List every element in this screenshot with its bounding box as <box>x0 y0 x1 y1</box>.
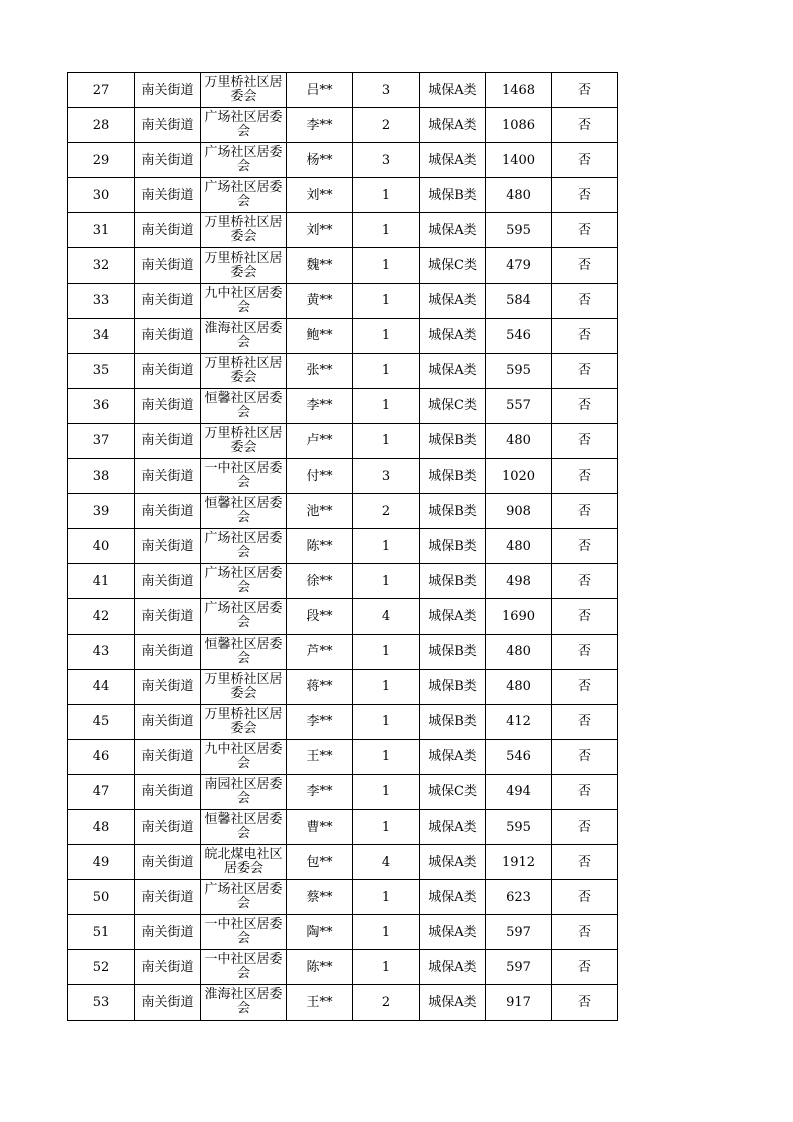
cell-street: 南关街道 <box>135 283 201 318</box>
cell-community: 广场社区居委会 <box>201 178 287 213</box>
table-row <box>68 248 618 283</box>
cell-amount: 498 <box>486 564 552 599</box>
cell-flag: 否 <box>552 423 618 458</box>
cell-insurance-type: 城保B类 <box>420 178 486 213</box>
cell-name: 芦** <box>287 634 353 669</box>
cell-community: 广场社区居委会 <box>201 599 287 634</box>
table-row <box>68 809 618 844</box>
cell-serial-number: 44 <box>68 669 135 704</box>
table-row <box>68 774 618 809</box>
cell-serial-number: 36 <box>68 388 135 423</box>
cell-name: 刘** <box>287 213 353 248</box>
cell-amount: 479 <box>486 248 552 283</box>
cell-insurance-type: 城保A类 <box>420 599 486 634</box>
cell-community: 皖北煤电社区居委会 <box>201 845 287 880</box>
cell-community: 恒馨社区居委会 <box>201 494 287 529</box>
cell-serial-number: 33 <box>68 283 135 318</box>
cell-street: 南关街道 <box>135 739 201 774</box>
cell-insurance-type: 城保A类 <box>420 283 486 318</box>
table-row <box>68 318 618 353</box>
cell-community: 万里桥社区居委会 <box>201 248 287 283</box>
cell-serial-number: 50 <box>68 880 135 915</box>
cell-community: 九中社区居委会 <box>201 283 287 318</box>
cell-name: 付** <box>287 459 353 494</box>
cell-flag: 否 <box>552 950 618 985</box>
table-row <box>68 704 618 739</box>
cell-flag: 否 <box>552 634 618 669</box>
cell-street: 南关街道 <box>135 704 201 739</box>
cell-serial-number: 53 <box>68 985 135 1020</box>
cell-insurance-type: 城保B类 <box>420 669 486 704</box>
cell-street: 南关街道 <box>135 318 201 353</box>
cell-amount: 412 <box>486 704 552 739</box>
cell-street: 南关街道 <box>135 178 201 213</box>
cell-household-size: 1 <box>353 950 420 985</box>
cell-insurance-type: 城保A类 <box>420 353 486 388</box>
cell-amount: 480 <box>486 178 552 213</box>
cell-household-size: 3 <box>353 73 420 108</box>
cell-name: 魏** <box>287 248 353 283</box>
cell-amount: 597 <box>486 915 552 950</box>
cell-name: 蒋** <box>287 669 353 704</box>
table-row <box>68 880 618 915</box>
cell-insurance-type: 城保A类 <box>420 739 486 774</box>
table-row <box>68 459 618 494</box>
cell-name: 包** <box>287 845 353 880</box>
cell-community: 淮海社区居委会 <box>201 985 287 1020</box>
table-row <box>68 564 618 599</box>
cell-household-size: 1 <box>353 880 420 915</box>
cell-name: 曹** <box>287 809 353 844</box>
cell-community: 广场社区居委会 <box>201 564 287 599</box>
cell-name: 王** <box>287 739 353 774</box>
cell-street: 南关街道 <box>135 774 201 809</box>
cell-insurance-type: 城保A类 <box>420 915 486 950</box>
cell-insurance-type: 城保A类 <box>420 108 486 143</box>
cell-community: 一中社区居委会 <box>201 950 287 985</box>
cell-flag: 否 <box>552 739 618 774</box>
cell-serial-number: 38 <box>68 459 135 494</box>
cell-street: 南关街道 <box>135 494 201 529</box>
cell-insurance-type: 城保B类 <box>420 529 486 564</box>
cell-serial-number: 51 <box>68 915 135 950</box>
cell-serial-number: 48 <box>68 809 135 844</box>
cell-insurance-type: 城保A类 <box>420 985 486 1020</box>
cell-street: 南关街道 <box>135 388 201 423</box>
cell-serial-number: 49 <box>68 845 135 880</box>
cell-flag: 否 <box>552 318 618 353</box>
cell-community: 南园社区居委会 <box>201 774 287 809</box>
cell-insurance-type: 城保A类 <box>420 73 486 108</box>
cell-household-size: 4 <box>353 599 420 634</box>
cell-insurance-type: 城保B类 <box>420 459 486 494</box>
cell-name: 池** <box>287 494 353 529</box>
cell-community: 广场社区居委会 <box>201 143 287 178</box>
cell-flag: 否 <box>552 108 618 143</box>
cell-community: 九中社区居委会 <box>201 739 287 774</box>
cell-insurance-type: 城保B类 <box>420 423 486 458</box>
cell-insurance-type: 城保A类 <box>420 143 486 178</box>
cell-name: 陈** <box>287 529 353 564</box>
table-row <box>68 178 618 213</box>
cell-insurance-type: 城保A类 <box>420 213 486 248</box>
relief-recipient-table <box>67 72 618 1021</box>
cell-street: 南关街道 <box>135 73 201 108</box>
cell-community: 广场社区居委会 <box>201 880 287 915</box>
cell-name: 卢** <box>287 423 353 458</box>
cell-street: 南关街道 <box>135 459 201 494</box>
cell-name: 吕** <box>287 73 353 108</box>
cell-flag: 否 <box>552 353 618 388</box>
cell-household-size: 1 <box>353 704 420 739</box>
cell-amount: 595 <box>486 809 552 844</box>
table-row <box>68 739 618 774</box>
cell-flag: 否 <box>552 669 618 704</box>
cell-household-size: 1 <box>353 283 420 318</box>
cell-serial-number: 34 <box>68 318 135 353</box>
cell-flag: 否 <box>552 459 618 494</box>
cell-amount: 595 <box>486 213 552 248</box>
cell-serial-number: 42 <box>68 599 135 634</box>
cell-serial-number: 47 <box>68 774 135 809</box>
cell-community: 万里桥社区居委会 <box>201 353 287 388</box>
cell-name: 徐** <box>287 564 353 599</box>
cell-household-size: 2 <box>353 985 420 1020</box>
cell-household-size: 1 <box>353 634 420 669</box>
cell-community: 恒馨社区居委会 <box>201 634 287 669</box>
cell-serial-number: 40 <box>68 529 135 564</box>
cell-household-size: 1 <box>353 178 420 213</box>
cell-insurance-type: 城保B类 <box>420 704 486 739</box>
cell-insurance-type: 城保C类 <box>420 388 486 423</box>
cell-amount: 917 <box>486 985 552 1020</box>
cell-community: 万里桥社区居委会 <box>201 213 287 248</box>
table-row <box>68 845 618 880</box>
cell-street: 南关街道 <box>135 564 201 599</box>
cell-serial-number: 46 <box>68 739 135 774</box>
cell-flag: 否 <box>552 73 618 108</box>
cell-amount: 908 <box>486 494 552 529</box>
cell-name: 陶** <box>287 915 353 950</box>
cell-insurance-type: 城保B类 <box>420 634 486 669</box>
table-row <box>68 950 618 985</box>
cell-community: 万里桥社区居委会 <box>201 704 287 739</box>
cell-amount: 480 <box>486 529 552 564</box>
cell-amount: 597 <box>486 950 552 985</box>
table-row <box>68 213 618 248</box>
cell-street: 南关街道 <box>135 669 201 704</box>
cell-insurance-type: 城保C类 <box>420 248 486 283</box>
cell-street: 南关街道 <box>135 248 201 283</box>
cell-flag: 否 <box>552 774 618 809</box>
cell-serial-number: 39 <box>68 494 135 529</box>
cell-amount: 1690 <box>486 599 552 634</box>
cell-household-size: 3 <box>353 143 420 178</box>
cell-household-size: 1 <box>353 669 420 704</box>
cell-flag: 否 <box>552 529 618 564</box>
cell-name: 李** <box>287 108 353 143</box>
cell-street: 南关街道 <box>135 880 201 915</box>
cell-serial-number: 32 <box>68 248 135 283</box>
cell-amount: 480 <box>486 423 552 458</box>
cell-community: 一中社区居委会 <box>201 459 287 494</box>
cell-flag: 否 <box>552 564 618 599</box>
cell-serial-number: 43 <box>68 634 135 669</box>
cell-community: 万里桥社区居委会 <box>201 669 287 704</box>
cell-flag: 否 <box>552 915 618 950</box>
cell-street: 南关街道 <box>135 423 201 458</box>
cell-name: 鲍** <box>287 318 353 353</box>
cell-community: 广场社区居委会 <box>201 529 287 564</box>
table-row <box>68 529 618 564</box>
cell-amount: 480 <box>486 669 552 704</box>
cell-flag: 否 <box>552 143 618 178</box>
cell-community: 恒馨社区居委会 <box>201 388 287 423</box>
cell-amount: 595 <box>486 353 552 388</box>
cell-name: 李** <box>287 388 353 423</box>
cell-amount: 1912 <box>486 845 552 880</box>
table-row <box>68 388 618 423</box>
cell-flag: 否 <box>552 985 618 1020</box>
cell-amount: 1468 <box>486 73 552 108</box>
cell-serial-number: 35 <box>68 353 135 388</box>
cell-household-size: 1 <box>353 423 420 458</box>
cell-amount: 1086 <box>486 108 552 143</box>
cell-household-size: 2 <box>353 494 420 529</box>
cell-household-size: 1 <box>353 318 420 353</box>
cell-name: 陈** <box>287 950 353 985</box>
table-row <box>68 599 618 634</box>
cell-name: 张** <box>287 353 353 388</box>
cell-insurance-type: 城保A类 <box>420 880 486 915</box>
cell-serial-number: 52 <box>68 950 135 985</box>
cell-insurance-type: 城保B类 <box>420 564 486 599</box>
cell-flag: 否 <box>552 494 618 529</box>
cell-insurance-type: 城保B类 <box>420 494 486 529</box>
cell-flag: 否 <box>552 704 618 739</box>
cell-insurance-type: 城保A类 <box>420 845 486 880</box>
table-row <box>68 143 618 178</box>
cell-serial-number: 31 <box>68 213 135 248</box>
cell-name: 李** <box>287 704 353 739</box>
cell-amount: 584 <box>486 283 552 318</box>
table-row <box>68 494 618 529</box>
cell-name: 杨** <box>287 143 353 178</box>
cell-household-size: 1 <box>353 915 420 950</box>
cell-amount: 623 <box>486 880 552 915</box>
cell-insurance-type: 城保A类 <box>420 809 486 844</box>
cell-household-size: 1 <box>353 248 420 283</box>
cell-household-size: 1 <box>353 388 420 423</box>
cell-street: 南关街道 <box>135 213 201 248</box>
cell-street: 南关街道 <box>135 634 201 669</box>
cell-household-size: 1 <box>353 353 420 388</box>
cell-insurance-type: 城保A类 <box>420 950 486 985</box>
cell-amount: 546 <box>486 318 552 353</box>
cell-flag: 否 <box>552 283 618 318</box>
table-row <box>68 423 618 458</box>
table-row <box>68 353 618 388</box>
cell-community: 淮海社区居委会 <box>201 318 287 353</box>
table-row <box>68 915 618 950</box>
cell-amount: 480 <box>486 634 552 669</box>
cell-household-size: 1 <box>353 739 420 774</box>
cell-household-size: 1 <box>353 809 420 844</box>
cell-household-size: 1 <box>353 529 420 564</box>
cell-street: 南关街道 <box>135 353 201 388</box>
cell-household-size: 4 <box>353 845 420 880</box>
cell-street: 南关街道 <box>135 915 201 950</box>
cell-amount: 557 <box>486 388 552 423</box>
table-row <box>68 669 618 704</box>
cell-flag: 否 <box>552 845 618 880</box>
cell-flag: 否 <box>552 599 618 634</box>
cell-flag: 否 <box>552 213 618 248</box>
cell-community: 恒馨社区居委会 <box>201 809 287 844</box>
cell-name: 蔡** <box>287 880 353 915</box>
cell-street: 南关街道 <box>135 985 201 1020</box>
cell-household-size: 3 <box>353 459 420 494</box>
cell-amount: 1020 <box>486 459 552 494</box>
table-row <box>68 634 618 669</box>
cell-amount: 494 <box>486 774 552 809</box>
cell-amount: 1400 <box>486 143 552 178</box>
cell-insurance-type: 城保A类 <box>420 318 486 353</box>
cell-serial-number: 41 <box>68 564 135 599</box>
table-row <box>68 985 618 1020</box>
cell-flag: 否 <box>552 809 618 844</box>
cell-serial-number: 27 <box>68 73 135 108</box>
cell-household-size: 1 <box>353 774 420 809</box>
cell-flag: 否 <box>552 178 618 213</box>
cell-community: 广场社区居委会 <box>201 108 287 143</box>
cell-amount: 546 <box>486 739 552 774</box>
cell-name: 黄** <box>287 283 353 318</box>
cell-household-size: 1 <box>353 213 420 248</box>
cell-name: 刘** <box>287 178 353 213</box>
cell-community: 万里桥社区居委会 <box>201 73 287 108</box>
cell-street: 南关街道 <box>135 599 201 634</box>
cell-community: 万里桥社区居委会 <box>201 423 287 458</box>
cell-flag: 否 <box>552 880 618 915</box>
cell-household-size: 2 <box>353 108 420 143</box>
cell-street: 南关街道 <box>135 529 201 564</box>
cell-street: 南关街道 <box>135 143 201 178</box>
cell-street: 南关街道 <box>135 108 201 143</box>
table-body <box>68 73 618 1021</box>
cell-serial-number: 30 <box>68 178 135 213</box>
cell-serial-number: 28 <box>68 108 135 143</box>
cell-flag: 否 <box>552 388 618 423</box>
table-row <box>68 108 618 143</box>
cell-serial-number: 37 <box>68 423 135 458</box>
cell-name: 王** <box>287 985 353 1020</box>
cell-serial-number: 29 <box>68 143 135 178</box>
cell-community: 一中社区居委会 <box>201 915 287 950</box>
cell-insurance-type: 城保C类 <box>420 774 486 809</box>
table-row <box>68 283 618 318</box>
cell-street: 南关街道 <box>135 845 201 880</box>
cell-name: 段** <box>287 599 353 634</box>
cell-serial-number: 45 <box>68 704 135 739</box>
cell-name: 李** <box>287 774 353 809</box>
cell-household-size: 1 <box>353 564 420 599</box>
cell-flag: 否 <box>552 248 618 283</box>
table-row <box>68 73 618 108</box>
cell-street: 南关街道 <box>135 950 201 985</box>
cell-street: 南关街道 <box>135 809 201 844</box>
